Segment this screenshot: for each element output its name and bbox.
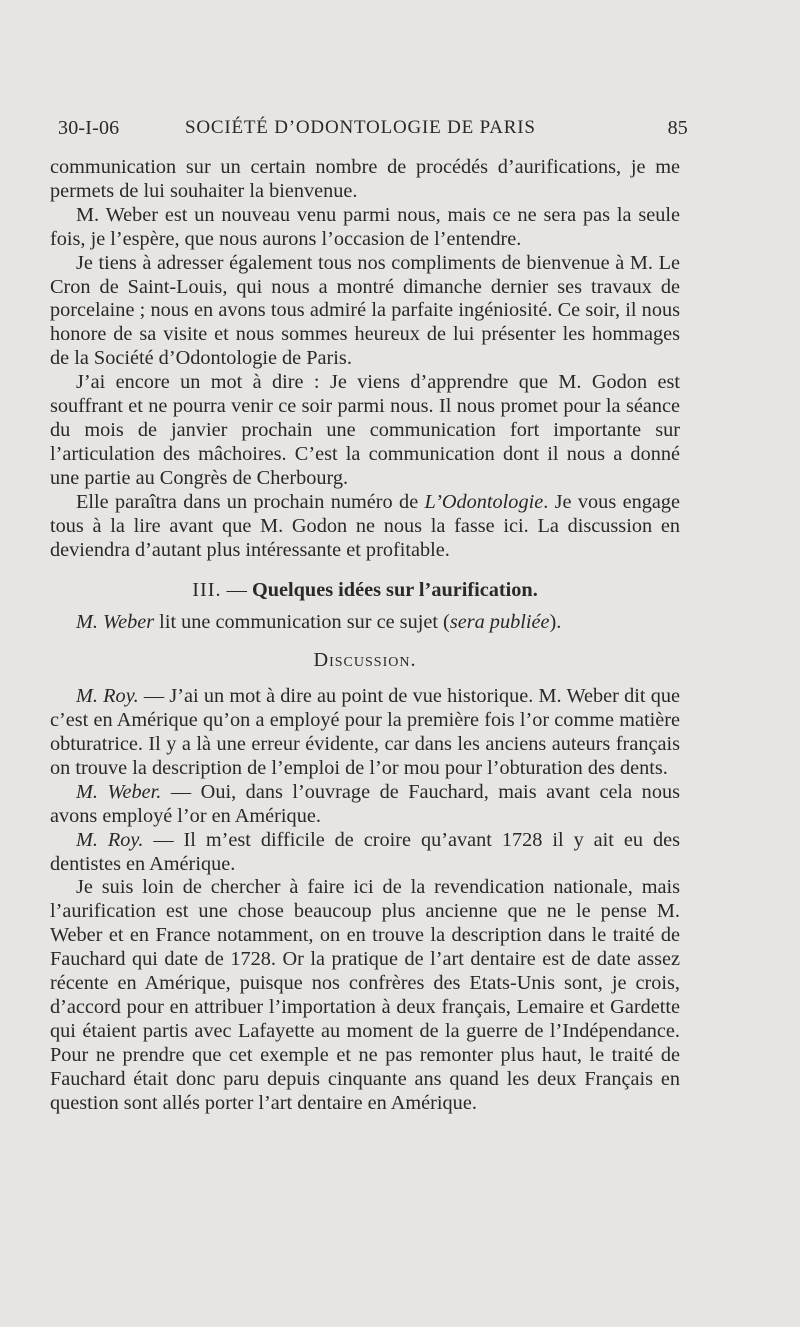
intro-note: sera publiée [449, 611, 550, 634]
intro-speaker: M. Weber [76, 611, 155, 634]
discussion-heading: Discussion. [313, 649, 417, 672]
paragraph-continuation: communication sur un certain nombre de procédés d’aurifications, je me permets de lui souhaiter la bienvenue. [50, 156, 680, 202]
intro-text-before: lit une communication sur ce sujet ( [154, 611, 450, 634]
discussion-weber-text: — Oui, dans l’ouvrage de Fauchard, mais avant cela nous avons employé l’or en Amérique. [50, 780, 680, 827]
speaker-weber: M. Weber. [76, 780, 162, 803]
paragraph-godon: J’ai encore un mot à dire : Je viens d’apprendre que M. Godon est souffrant et ne pourra venir ce soir parmi nous. Il nous promet pour la séance du mois de janvier prochain une communication fort importante sur l’articulation des mâchoires. C’est la communication dont il nous a donné une partie au Congrès de Cherbourg. [50, 371, 680, 489]
speaker-roy: M. Roy. [76, 685, 139, 708]
discussion-roy-1 [50, 685, 680, 781]
discussion-roy-2 [50, 829, 680, 877]
p5-before: Elle paraîtra dans un prochain numéro de [76, 490, 425, 513]
journal-title: L’Odontologie [424, 490, 544, 513]
section-heading-text: Quelques idées sur l’aurification. [251, 579, 538, 602]
page-body [50, 156, 680, 1116]
paragraph-le-cron: Je tiens à adresser également tous nos compliments de bienvenue à M. Le Cron de Saint-Louis, qui nous a montré dimanche dernier ses travaux de porcelaine ; nous en avons tous admiré la parfaite ingéniosité. Ce soir, il nous honore de sa visite et nous sommes heureux de lui présenter les hommages de la Société d’Odontologie de Paris. [50, 251, 680, 370]
intro-text-after: ). [549, 611, 562, 634]
paragraph-weber-welcome: M. Weber est un nouveau venu parmi nous, mais ce ne sera pas la seule fois, je l’espère, que nous aurons l’occasion de l’entendre. [50, 203, 680, 250]
section-heading [50, 577, 680, 603]
discussion-weber [50, 781, 680, 829]
speaker-roy-2: M. Roy. [76, 828, 144, 851]
section-number: III. [192, 579, 222, 602]
discussion-roy-1-text: — J’ai un mot à dire au point de vue historique. M. Weber dit que c’est en Amérique qu’on a employé pour la première fois l’or comme matière obturatrice. Il y a là une erreur évidente, car dans les anciens auteurs français on trouve la description de l’emploi de l’or mou pour l’obturation des dents. [50, 685, 680, 779]
p5-after: . Je vous engage tous à la lire avant que M. Godon ne nous la fasse ici. La discussion en deviendra d’autant plus intéressante et profitable. [50, 490, 680, 561]
discussion-roy-2-text: — Il m’est difficile de croire qu’avant 1728 il y ait eu des dentistes en Amérique. [50, 828, 680, 875]
page-number: 85 [667, 117, 688, 139]
discussion-roy-3: Je suis loin de chercher à faire ici de la revendication nationale, mais l’aurification est une chose beaucoup plus ancienne que ne le pense M. Weber et en France notamment, on en trouve la description dans le traité de Fauchard qui date de 1728. Or la pratique de l’art dentaire est de date assez récente en Amérique, puisque nos confrères des Etats-Unis sont, je crois, d’accord pour en attribuer l’importation à deux français, Lemaire et Gardette qui étaient partis avec Lafayette au moment de la guerre de l’Indépendance. Pour ne prendre que cet exemple et ne pas remonter plus haut, le traité de Fauchard était donc paru depuis cinquante ans quand les deux Français en question sont allés porter l’art dentaire en Amérique. [50, 876, 680, 1114]
header-title: SOCIÉTÉ D’ODONTOLOGIE DE PARIS [185, 117, 536, 138]
running-header [58, 117, 688, 145]
section-dash: — [221, 579, 252, 602]
paragraph-odontologie [50, 491, 680, 563]
header-date: 30-I-06 [58, 117, 120, 139]
communication-intro [50, 611, 680, 635]
